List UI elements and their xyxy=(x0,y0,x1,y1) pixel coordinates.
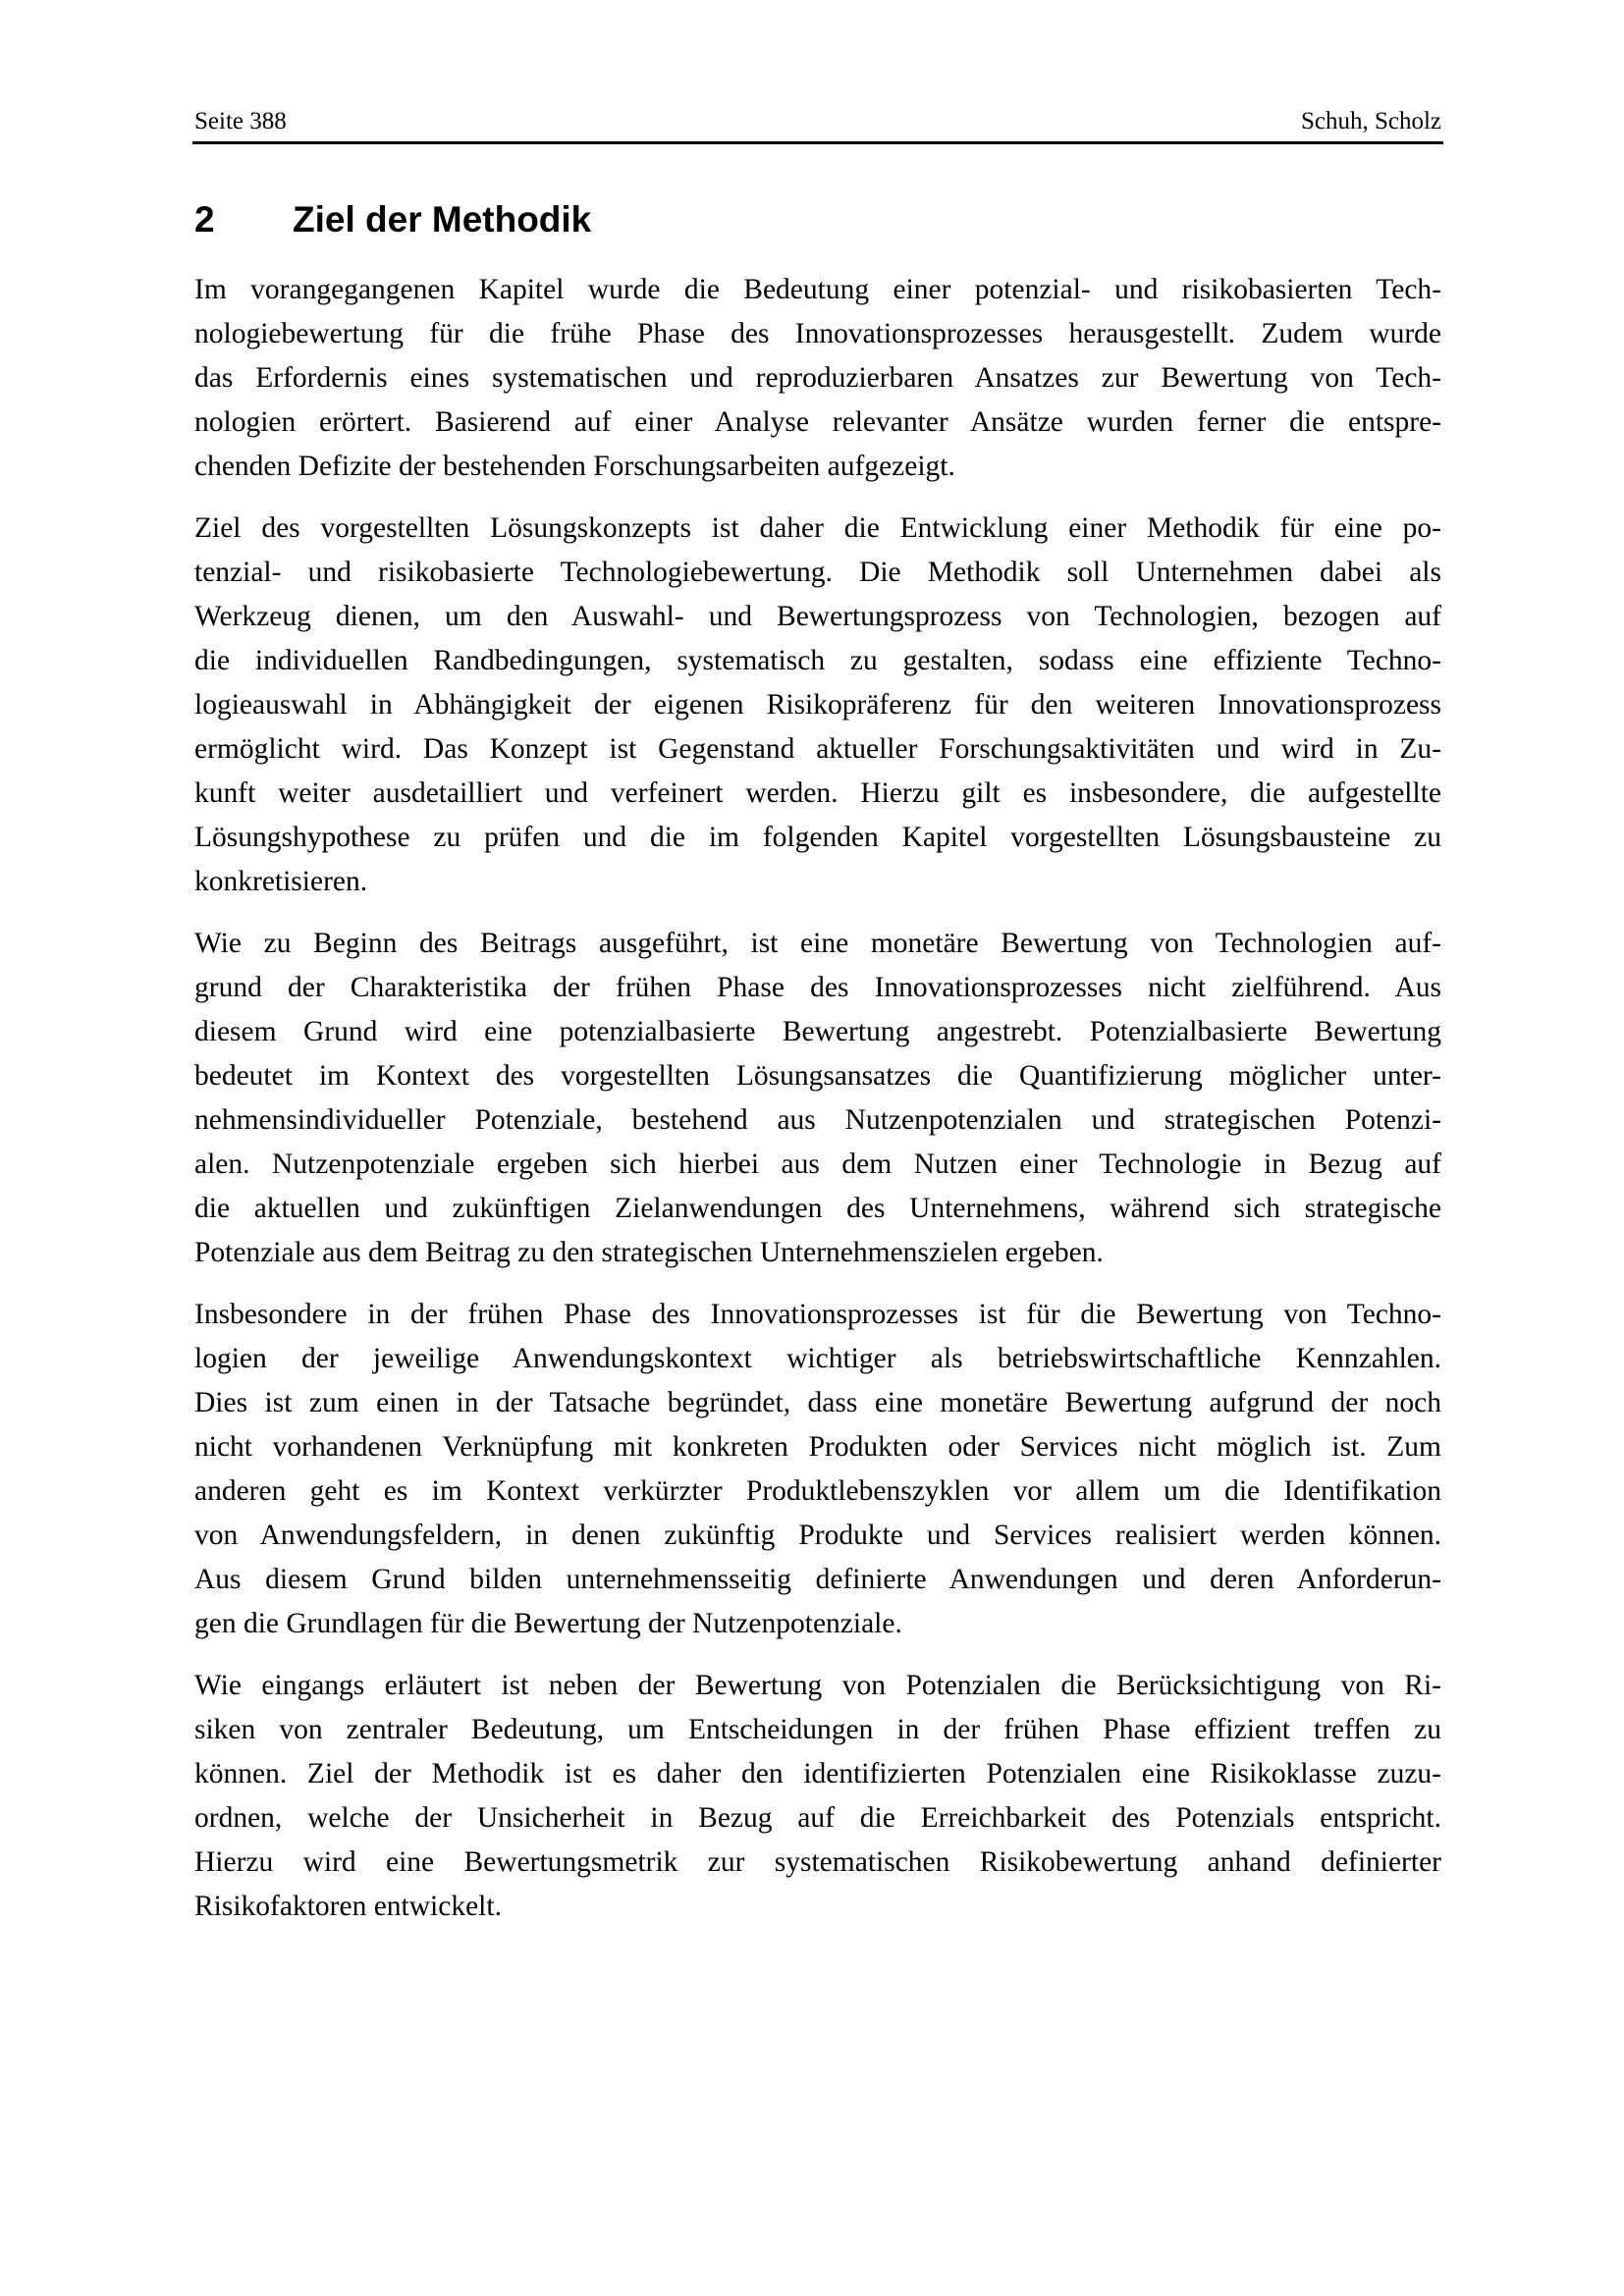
text-line: können. Ziel der Methodik ist es daher den identifizierten Potenzialen eine Risikoklasse zuzu- xyxy=(194,1758,1441,1789)
paragraph xyxy=(194,268,1441,489)
text-line: Wie eingangs erläutert ist neben der Bewertung von Potenzialen die Berücksichtigung von Ri- xyxy=(194,1670,1441,1701)
text-line: Ziel des vorgestellten Lösungskonzepts ist daher die Entwicklung einer Methodik für eine po- xyxy=(194,512,1441,544)
text-line: Insbesondere in der frühen Phase des Innovationsprozesses ist für die Bewertung von Techno- xyxy=(194,1299,1441,1330)
text-line: anderen geht es im Kontext verkürzter Produktlebenszyklen vor allem um die Identifikation xyxy=(194,1475,1441,1507)
text-line: von Anwendungsfeldern, in denen zukünftig Produkte und Services realisiert werden können. xyxy=(194,1520,1441,1551)
text-line: grund der Charakteristika der frühen Phase des Innovationsprozesses nicht zielführend. Aus xyxy=(194,972,1441,1003)
running-header xyxy=(194,108,1441,135)
text-line: Hierzu wird eine Bewertungsmetrik zur systematischen Risikobewertung anhand definierter xyxy=(194,1846,1441,1878)
text-line: Wie zu Beginn des Beitrags ausgeführt, ist eine monetäre Bewertung von Technologien auf- xyxy=(194,928,1441,959)
text-line: Aus diesem Grund bilden unternehmensseitig definierte Anwendungen und deren Anforderun- xyxy=(194,1564,1441,1595)
text-line: Potenziale aus dem Beitrag zu den strategischen Unternehmenszielen ergeben. xyxy=(194,1237,1104,1268)
page-number: Seite 388 xyxy=(194,108,287,134)
section-title: Ziel der Methodik xyxy=(293,199,592,240)
paragraph xyxy=(194,1293,1441,1646)
text-line: Risikofaktoren entwickelt. xyxy=(194,1891,502,1922)
section-number: 2 xyxy=(194,199,215,240)
text-line: diesem Grund wird eine potenzialbasierte Bewertung angestrebt. Potenzialbasierte Bewertung xyxy=(194,1016,1441,1047)
text-line: Dies ist zum einen in der Tatsache begründet, dass eine monetäre Bewertung aufgrund der noch xyxy=(194,1387,1441,1418)
text-line: Lösungshypothese zu prüfen und die im folgenden Kapitel vorgestellten Lösungsbausteine zu xyxy=(194,822,1441,853)
paragraph xyxy=(194,507,1441,904)
text-line: tenzial- und risikobasierte Technologiebewertung. Die Methodik soll Unternehmen dabei als xyxy=(194,557,1441,588)
text-line: bedeutet im Kontext des vorgestellten Lösungsansatzes die Quantifizierung möglicher unter- xyxy=(194,1060,1441,1092)
paragraph xyxy=(194,1664,1441,1929)
text-line: nologiebewertung für die frühe Phase des Innovationsprozesses herausgestellt. Zudem wurde xyxy=(194,318,1441,349)
text-line: chenden Defizite der bestehenden Forschungsarbeiten aufgezeigt. xyxy=(194,451,955,482)
text-line: logien der jeweilige Anwendungskontext wichtiger als betriebswirtschaftliche Kennzahlen. xyxy=(194,1343,1441,1374)
text-line: Werkzeug dienen, um den Auswahl- und Bewertungsprozess von Technologien, bezogen auf xyxy=(194,601,1441,632)
text-line: konkretisieren. xyxy=(194,866,368,897)
text-line: gen die Grundlagen für die Bewertung der Nutzenpotenziale. xyxy=(194,1608,902,1639)
text-line: kunft weiter ausdetailliert und verfeinert werden. Hierzu gilt es insbesondere, die aufgestellte xyxy=(194,777,1441,809)
section-heading xyxy=(194,199,591,240)
authors: Schuh, Scholz xyxy=(1300,108,1441,134)
text-line: die individuellen Randbedingungen, systematisch zu gestalten, sodass eine effiziente Techno- xyxy=(194,645,1441,676)
text-line: logieauswahl in Abhängigkeit der eigenen Risikopräferenz für den weiteren Innovationsprozess xyxy=(194,689,1441,721)
text-line: alen. Nutzenpotenziale ergeben sich hierbei aus dem Nutzen einer Technologie in Bezug auf xyxy=(194,1148,1441,1180)
text-line: nicht vorhandenen Verknüpfung mit konkreten Produkten oder Services nicht möglich ist. Zum xyxy=(194,1431,1441,1463)
paragraph xyxy=(194,922,1441,1275)
body-text xyxy=(194,268,1441,1947)
text-line: nologien erörtert. Basierend auf einer Analyse relevanter Ansätze wurden ferner die entspre- xyxy=(194,406,1441,438)
text-line: die aktuellen und zukünftigen Zielanwendungen des Unternehmens, während sich strategische xyxy=(194,1193,1441,1224)
text-line: nehmensindividueller Potenziale, bestehend aus Nutzenpotenzialen und strategischen Potenzi- xyxy=(194,1104,1441,1136)
text-line: ordnen, welche der Unsicherheit in Bezug auf die Erreichbarkeit des Potenzials entspricht. xyxy=(194,1802,1441,1834)
text-line: das Erfordernis eines systematischen und reproduzierbaren Ansatzes zur Bewertung von Tech- xyxy=(194,362,1441,394)
header-rule xyxy=(192,141,1443,144)
text-line: siken von zentraler Bedeutung, um Entscheidungen in der frühen Phase effizient treffen zu xyxy=(194,1714,1441,1745)
text-line: Im vorangegangenen Kapitel wurde die Bedeutung einer potenzial- und risikobasierten Tech- xyxy=(194,274,1441,305)
text-line: ermöglicht wird. Das Konzept ist Gegenstand aktueller Forschungsaktivitäten und wird in Zu- xyxy=(194,733,1441,765)
